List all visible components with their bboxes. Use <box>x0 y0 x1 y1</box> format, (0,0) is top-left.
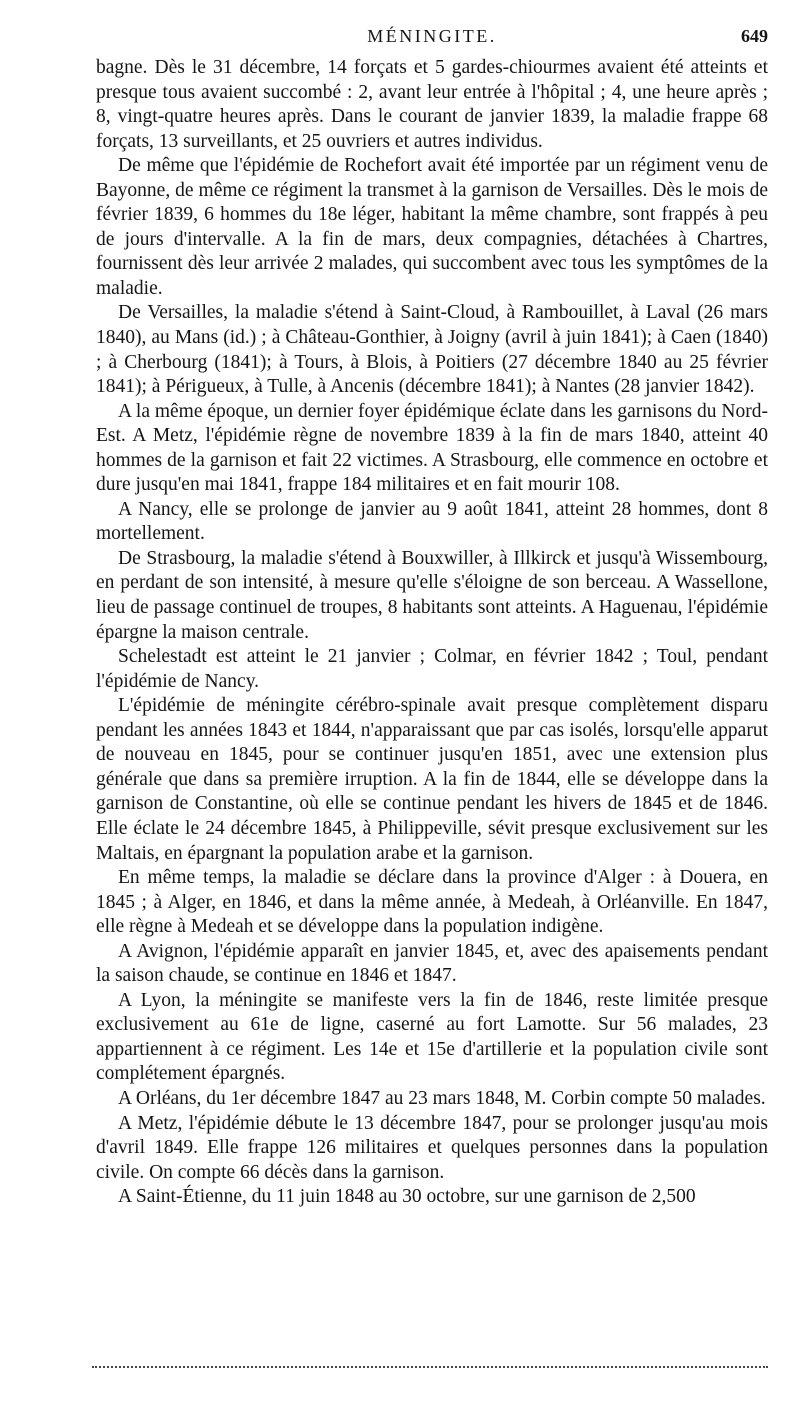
footer-dotted-rule <box>92 1366 768 1368</box>
paragraph: Schelestadt est atteint le 21 janvier ; Colmar, en février 1842 ; Toul, pendant l'épidémie de Nancy. <box>96 646 768 692</box>
paragraph: A Metz, l'épidémie débute le 13 décembre 1847, pour se prolonger jusqu'au mois d'avril 1849. Elle frappe 126 militaires et quelques personnes dans la population civile. On compte 66 décès dans la garnison. <box>96 1112 768 1183</box>
paragraph: De Strasbourg, la maladie s'étend à Bouxwiller, à Illkirck et jusqu'à Wissembourg, en perdant de son intensité, à mesure qu'elle s'éloigne de son berceau. A Wassellone, lieu de passage continuel de troupes, 8 habitants sont atteints. A Haguenau, l'épidémie épargne la maison centrale. <box>96 547 768 643</box>
paragraph: A Avignon, l'épidémie apparaît en janvier 1845, et, avec des apaisements pendant la saison chaude, se continue en 1846 et 1847. <box>96 940 768 987</box>
body-text <box>96 56 768 1210</box>
page-header <box>96 20 768 50</box>
paragraph: A Lyon, la méningite se manifeste vers la fin de 1846, reste limitée presque exclusivement au 61e de ligne, caserné au fort Lamotte. Sur 56 malades, 23 appartiennent à ce régiment. Les 14e et 15e d'artillerie et la population civile sont complétement épargnés. <box>96 989 768 1085</box>
paragraph: En même temps, la maladie se déclare dans la province d'Alger : à Douera, en 1845 ; à Alger, en 1846, et dans la même année, à Medeah, à Orléanville. En 1847, elle règne à Medeah et se développe dans la population indigène. <box>96 867 768 938</box>
paragraph: A Orléans, du 1er décembre 1847 au 23 mars 1848, M. Corbin compte 50 malades. <box>118 1087 766 1109</box>
paragraph: A Nancy, elle se prolonge de janvier au 9 août 1841, atteint 28 hommes, dont 8 mortellement. <box>96 498 768 545</box>
paragraph: L'épidémie de méningite cérébro-spinale avait presque complètement disparu pendant les années 1843 et 1844, n'apparaissant que par cas isolés, lorsqu'elle apparut de nouveau en 1845, pour se continuer jusqu'en 1851, avec une extension plus générale que dans sa première irruption. A la fin de 1844, elle se développe dans la garnison de Constantine, où elle se continue pendant les hivers de 1845 et de 1846. Elle éclate le 24 décembre 1845, à Philippeville, sévit presque exclusivement sur les Maltais, en épargnant la population arabe et la garnison. <box>96 695 768 864</box>
paragraph: De même que l'épidémie de Rochefort avait été importée par un régiment venu de Bayonne, de même ce régiment la transmet à la garnison de Versailles. Dès le mois de février 1839, 6 hommes du 18e léger, habitant la même chambre, sont frappés à peu de jours d'intervalle. A la fin de mars, deux compagnies, détachées à Chartres, fournissent dès leur arrivée 2 malades, qui succombent avec tous les symptômes de la maladie. <box>96 155 768 299</box>
paragraph: De Versailles, la maladie s'étend à Saint-Cloud, à Rambouillet, à Laval (26 mars 1840), au Mans (id.) ; à Château-Gonthier, à Joigny (avril à juin 1841); à Caen (1840) ; à Cherbourg (1841); à Tours, à Blois, à Poitiers (27 décembre 1840 au 25 février 1841); à Périgueux, à Tulle, à Ancenis (décembre 1841); à Nantes (28 janvier 1842). <box>96 302 768 398</box>
page-number: 649 <box>741 26 768 46</box>
paragraph: A Saint-Étienne, du 11 juin 1848 au 30 octobre, sur une garnison de 2,500 <box>118 1186 696 1208</box>
paragraph: A la même époque, un dernier foyer épidémique éclate dans les garnisons du Nord-Est. A Metz, l'épidémie règne de novembre 1839 à la fin de mars 1840, atteint 40 hommes de la garnison et fait 22 victimes. A Strasbourg, elle commence en octobre et dure jusqu'en mai 1841, frappe 184 militaires et en fait mourir 108. <box>96 400 768 496</box>
paragraph: bagne. Dès le 31 décembre, 14 forçats et 5 gardes-chiourmes avaient été atteints et presque tous avaient succombé : 2, avant leur entrée à l'hôpital ; 4, une heure après ; 8, vingt-quatre heures après. Dans le courant de janvier 1839, la maladie frappe 68 forçats, 13 surveillants, et 25 ouvriers et autres individus. <box>96 57 768 152</box>
running-title: MÉNINGITE. <box>367 26 497 46</box>
